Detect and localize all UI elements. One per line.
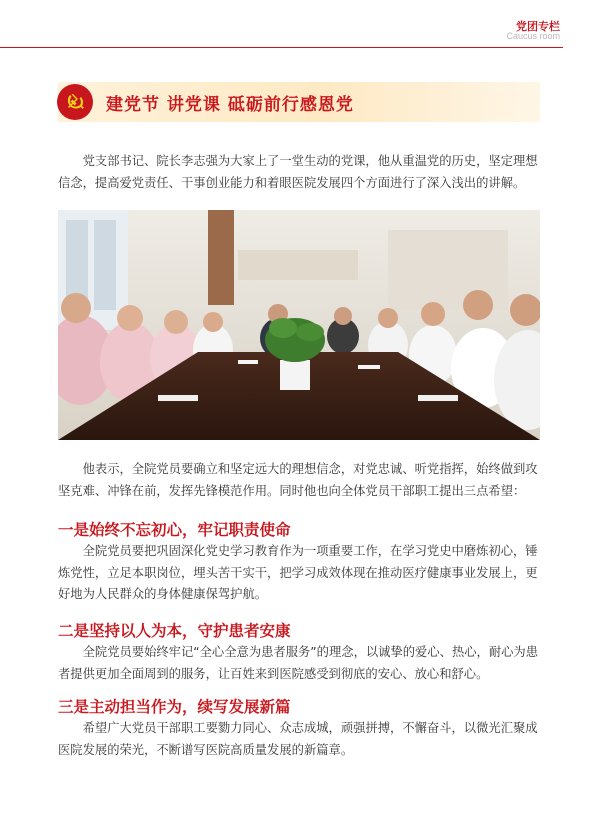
page-header xyxy=(0,0,600,46)
section-title-1: 一是始终不忘初心，牢记职责使命 xyxy=(58,521,291,539)
section-title-2: 二是坚持以人为本，守护患者安康 xyxy=(58,622,291,640)
section-body-2: 全院党员要始终牢记“全心全意为患者服务”的理念，以诚挚的爱心、热心，耐心为患者提供更加全面周到的服务，让百姓来到医院感受到彻底的安心、放心和舒心。 xyxy=(58,645,539,681)
party-emblem-icon xyxy=(57,84,93,120)
meeting-photo xyxy=(58,210,540,440)
section-body-1: 全院党员要把巩固深化党史学习教育作为一项重要工作，在学习党史中磨炼初心，锤炼党性，立足本职岗位，埋头苦干实干，把学习成效体现在推动医疗健康事业发展上，更好地为人民群众的身体健康保驾护航。 xyxy=(58,544,538,601)
column-subtitle: Caucus room xyxy=(506,31,560,41)
article-banner xyxy=(58,82,540,122)
section-title-3: 三是主动担当作为，续写发展新篇 xyxy=(58,698,291,716)
intro-paragraph: 党支部书记、院长李志强为大家上了一堂生动的党课，他从重温党的历史，坚定理想信念，提高爱党责任、干事创业能力和着眼医院发展四个方面进行了深入浅出的讲解。 xyxy=(58,154,538,190)
section-body-3: 希望广大党员干部职工要勠力同心、众志成城，顽强拼搏，不懈奋斗，以微光汇聚成医院发展的荣光，不断谱写医院高质量发展的新篇章。 xyxy=(58,721,538,757)
banner-title: 建党节 讲党课 砥砺前行感恩党 xyxy=(106,95,354,115)
column-title: 党团专栏 xyxy=(516,20,560,33)
statement-paragraph: 他表示，全院党员要确立和坚定远大的理想信念，对党忠诚、听党指挥，始终做到攻坚克难、冲锋在前，发挥先锋模范作用。同时他也向全体党员干部职工提出三点希望： xyxy=(58,462,538,498)
header-divider xyxy=(0,47,563,48)
